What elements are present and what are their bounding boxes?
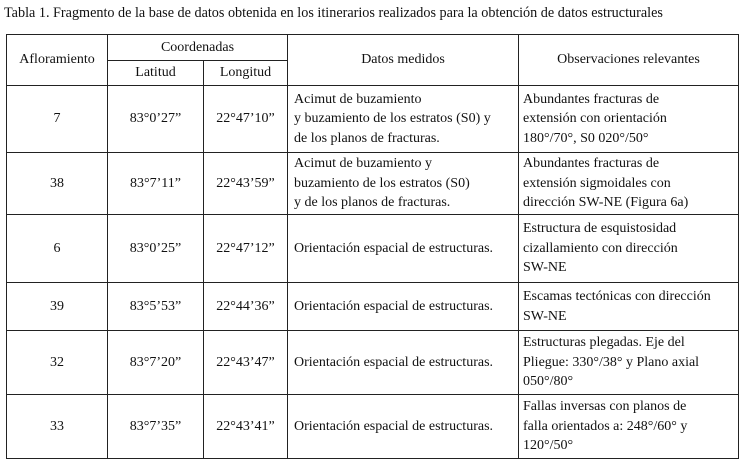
table-row bbox=[7, 215, 739, 283]
cell-observaciones bbox=[519, 86, 739, 153]
table-body bbox=[7, 86, 739, 459]
cell-text-line: Estructura de esquistosidad bbox=[523, 221, 677, 237]
table-row bbox=[7, 331, 739, 395]
cell-observaciones bbox=[519, 331, 739, 395]
cell-text-line: Abundantes fracturas de bbox=[523, 156, 660, 172]
cell-longitud: 22°44’36” bbox=[204, 283, 288, 331]
header-longitud: Longitud bbox=[204, 61, 288, 86]
cell-latitud: 83°0’27” bbox=[108, 86, 204, 153]
cell-text-line: extensión con orientación bbox=[523, 111, 667, 127]
cell-longitud: 22°43’59” bbox=[204, 153, 288, 215]
cell-longitud: 22°43’47” bbox=[204, 331, 288, 395]
cell-latitud: 83°7’35” bbox=[108, 395, 204, 459]
cell-text-line: Estructuras plegadas. Eje del bbox=[523, 335, 685, 351]
cell-text-line: Orientación espacial de estructuras. bbox=[294, 298, 494, 314]
cell-afloramiento: 32 bbox=[7, 331, 108, 395]
table-row bbox=[7, 86, 739, 153]
cell-text-line: Fallas inversas con planos de bbox=[523, 399, 687, 415]
cell-text-line: y buzamiento de los estratos (S0) y bbox=[294, 111, 491, 127]
cell-text-line: Orientación espacial de estructuras. bbox=[294, 240, 494, 256]
cell-datos-medidos bbox=[288, 86, 519, 153]
table-row bbox=[7, 395, 739, 459]
cell-text-line: 120°/50° bbox=[523, 438, 574, 454]
header-coordenadas: Coordenadas bbox=[108, 35, 288, 61]
cell-datos-medidos bbox=[288, 153, 519, 215]
cell-afloramiento: 38 bbox=[7, 153, 108, 215]
cell-text-line: Escamas tectónicas con dirección bbox=[523, 289, 711, 304]
cell-observaciones bbox=[519, 283, 739, 331]
cell-text-line: Acimut de buzamiento y bbox=[294, 156, 433, 172]
cell-longitud: 22°43’41” bbox=[204, 395, 288, 459]
cell-text-line: 050°/80° bbox=[523, 374, 574, 390]
cell-longitud: 22°47’12” bbox=[204, 215, 288, 283]
cell-observaciones bbox=[519, 153, 739, 215]
cell-text-line: y de los planos de fracturas. bbox=[294, 195, 451, 211]
cell-text-line: falla orientados a: 248°/60° y bbox=[523, 418, 688, 434]
cell-observaciones bbox=[519, 395, 739, 459]
cell-text-line: de los planos de fracturas. bbox=[294, 130, 440, 146]
structural-data-table bbox=[6, 34, 739, 459]
cell-text-line: Orientación espacial de estructuras. bbox=[294, 418, 494, 434]
cell-latitud: 83°5’53” bbox=[108, 283, 204, 331]
cell-text-line: SW-NE bbox=[523, 260, 567, 276]
cell-text-line: extensión sigmoidales con bbox=[523, 175, 671, 191]
cell-text-line: Acimut de buzamiento bbox=[294, 91, 422, 107]
cell-text-line: 180°/70°, S0 020°/50° bbox=[523, 130, 649, 146]
cell-datos-medidos bbox=[288, 395, 519, 459]
cell-latitud: 83°7’20” bbox=[108, 331, 204, 395]
table-caption: Tabla 1. Fragmento de la base de datos obtenida en los itinerarios realizados para la obtención de datos estructurales bbox=[4, 5, 663, 21]
header-datos-medidos: Datos medidos bbox=[288, 35, 519, 86]
cell-text-line: buzamiento de los estratos (S0) bbox=[294, 175, 470, 191]
cell-afloramiento: 39 bbox=[7, 283, 108, 331]
cell-longitud: 22°47’10” bbox=[204, 86, 288, 153]
cell-text-line: SW-NE bbox=[523, 308, 567, 324]
cell-afloramiento: 7 bbox=[7, 86, 108, 153]
cell-text-line: Abundantes fracturas de bbox=[523, 91, 660, 107]
cell-afloramiento: 33 bbox=[7, 395, 108, 459]
cell-text-line: Pliegue: 330°/38° y Plano axial bbox=[523, 354, 700, 370]
cell-latitud: 83°0’25” bbox=[108, 215, 204, 283]
table-row bbox=[7, 153, 739, 215]
cell-datos-medidos bbox=[288, 215, 519, 283]
cell-observaciones bbox=[519, 215, 739, 283]
cell-text-line: Orientación espacial de estructuras. bbox=[294, 354, 494, 370]
header-latitud: Latitud bbox=[108, 61, 204, 86]
cell-latitud: 83°7’11” bbox=[108, 153, 204, 215]
header-afloramiento: Afloramiento bbox=[7, 35, 108, 86]
cell-text-line: dirección SW-NE (Figura 6a) bbox=[523, 195, 689, 211]
cell-afloramiento: 6 bbox=[7, 215, 108, 283]
cell-datos-medidos bbox=[288, 283, 519, 331]
header-observaciones: Observaciones relevantes bbox=[519, 35, 739, 86]
table-row bbox=[7, 283, 739, 331]
cell-datos-medidos bbox=[288, 331, 519, 395]
cell-text-line: cizallamiento con dirección bbox=[523, 240, 678, 256]
